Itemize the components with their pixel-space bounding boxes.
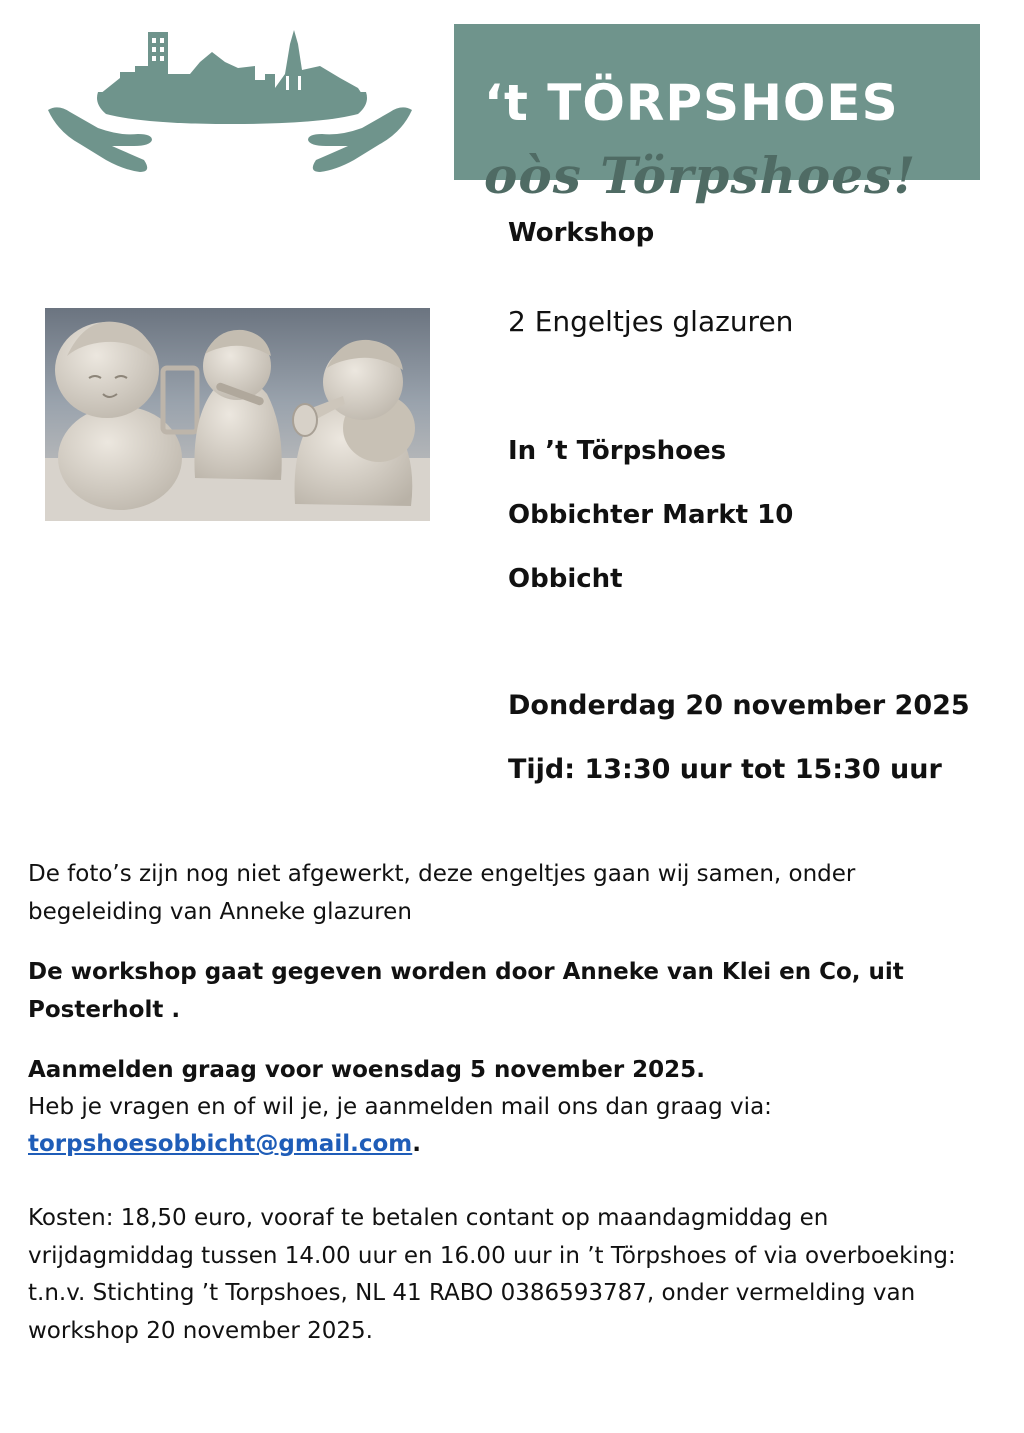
instructor-paragraph: De workshop gaat gegeven worden door Anneke van Klei en Co, uit Posterholt . — [28, 959, 904, 1023]
brand-name: ‘t TÖRPSHOES — [484, 74, 899, 132]
event-date: Donderdag 20 november 2025 — [508, 690, 970, 721]
event-type: Workshop — [508, 218, 655, 248]
email-link[interactable]: torpshoesobbicht@gmail.com — [28, 1131, 413, 1157]
deadline-text: Aanmelden graag voor woensdag 5 november 2025. — [28, 1057, 705, 1083]
email-line — [28, 1125, 988, 1163]
event-title: 2 Engeltjes glazuren — [508, 305, 794, 338]
brand-slogan: oòs Törpshoes! — [484, 146, 917, 205]
costs-paragraph: Kosten: 18,50 euro, vooraf te betalen contant op maandagmiddag en vrijdagmiddag tussen 14.00 uur en 16.00 uur in ’t Törpshoes of via overboeking: t.n.v. Stichting ’t Torpshoes, NL 41 RABO 0386593787, onder vermelding van workshop 20 november 2025. — [28, 1205, 956, 1344]
torpshoes-logo-icon — [40, 22, 420, 182]
contact-text: Heb je vragen en of wil je, je aanmelden mail ons dan graag via: — [28, 1094, 772, 1120]
event-town: Obbicht — [508, 564, 623, 594]
angels-photo — [45, 308, 430, 521]
intro-paragraph: De foto’s zijn nog niet afgewerkt, deze engeltjes gaan wij samen, onder begeleiding van Anneke glazuren — [28, 861, 856, 925]
event-venue: In ’t Törpshoes — [508, 436, 727, 466]
event-street: Obbichter Markt 10 — [508, 500, 794, 530]
event-time: Tijd: 13:30 uur tot 15:30 uur — [508, 754, 942, 785]
email-suffix: . — [412, 1131, 421, 1157]
